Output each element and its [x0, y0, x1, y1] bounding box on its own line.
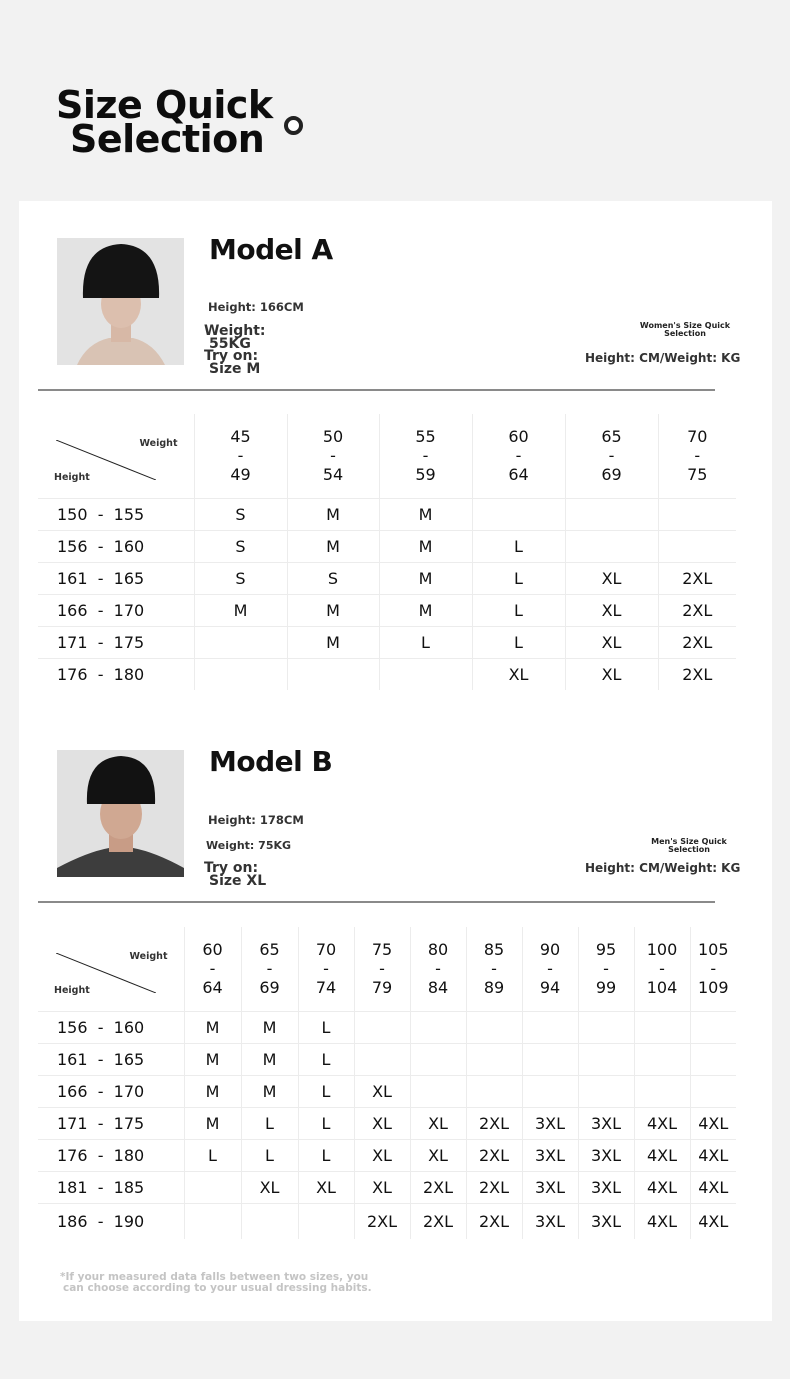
size-cell [466, 1043, 522, 1075]
weight-range-header [472, 414, 565, 498]
size-cell: 3XL [522, 1203, 578, 1239]
size-cell: 3XL [578, 1171, 634, 1203]
model-a-tryon-label: Try on: [204, 348, 259, 364]
size-cell: XL [354, 1107, 410, 1139]
size-cell [472, 498, 565, 530]
model-a-weight-value: 55KG [209, 336, 251, 352]
range-to: 49 [230, 465, 251, 485]
range-to: 84 [427, 978, 449, 998]
model-b-portrait [57, 750, 184, 877]
weight-range-header [354, 927, 410, 1011]
range-from: 70 [687, 427, 708, 447]
range-from: 50 [322, 427, 344, 447]
size-cell: XL [354, 1139, 410, 1171]
size-cell [565, 498, 658, 530]
size-cell: M [379, 562, 472, 594]
model-a-weight-label: Weight: [204, 323, 266, 339]
height-range: 150 - 155 [38, 498, 194, 530]
size-cell: L [379, 626, 472, 658]
size-cell: M [241, 1043, 298, 1075]
size-cell [410, 1043, 466, 1075]
model-b-photo [57, 750, 184, 877]
size-cell: 2XL [410, 1171, 466, 1203]
range-dash: - [266, 959, 273, 979]
size-cell: 2XL [466, 1171, 522, 1203]
weight-range-header [287, 414, 379, 498]
size-cell [634, 1043, 690, 1075]
size-cell: M [241, 1075, 298, 1107]
size-cell: 3XL [522, 1171, 578, 1203]
size-cell: M [184, 1011, 241, 1043]
range-to: 59 [415, 465, 436, 485]
size-cell: XL [565, 594, 658, 626]
size-cell [298, 1203, 354, 1239]
size-cell [354, 1011, 410, 1043]
range-from: 65 [259, 940, 280, 960]
size-cell: 3XL [578, 1107, 634, 1139]
size-cell: 2XL [658, 626, 736, 658]
weight-range-header [241, 927, 298, 1011]
size-cell: 3XL [522, 1107, 578, 1139]
size-cell: XL [565, 658, 658, 690]
range-dash: - [491, 959, 497, 979]
table-row [38, 1043, 736, 1075]
size-cell: 2XL [466, 1107, 522, 1139]
model-a-name: Model A [209, 233, 333, 266]
range-dash: - [379, 959, 385, 979]
size-cell: L [298, 1075, 354, 1107]
range-to: 89 [483, 978, 505, 998]
range-dash: - [694, 446, 701, 466]
size-cell: 4XL [690, 1139, 736, 1171]
range-dash: - [515, 446, 522, 466]
size-cell [522, 1075, 578, 1107]
page-title-line1: Size Quick [56, 83, 273, 127]
size-cell: L [184, 1139, 241, 1171]
range-dash: - [323, 959, 329, 979]
size-cell: L [241, 1139, 298, 1171]
size-cell [690, 1011, 736, 1043]
size-cell [690, 1043, 736, 1075]
model-b-weight: Weight: 75KG [206, 839, 292, 852]
range-from: 55 [415, 427, 436, 447]
size-cell [410, 1075, 466, 1107]
mens-chart-note [634, 838, 744, 854]
range-dash: - [237, 446, 244, 466]
height-range: 166 - 170 [38, 594, 194, 626]
size-cell: L [472, 594, 565, 626]
model-a-tryon-value: Size M [209, 361, 261, 377]
range-from: 65 [601, 427, 622, 447]
range-to: 99 [595, 978, 617, 998]
range-to: 104 [646, 978, 678, 998]
weight-range-header [690, 927, 736, 1011]
weight-range-header [522, 927, 578, 1011]
table-row [38, 1107, 736, 1139]
size-cell [184, 1171, 241, 1203]
footnote [60, 1272, 372, 1294]
size-cell [287, 658, 379, 690]
table-row [38, 594, 736, 626]
size-cell [241, 1203, 298, 1239]
size-cell [354, 1043, 410, 1075]
size-cell: S [194, 562, 287, 594]
mens-size-table [38, 927, 736, 1239]
size-cell: L [298, 1043, 354, 1075]
footnote-line1: *If your measured data falls between two sizes, you [60, 1271, 369, 1283]
size-cell: XL [410, 1107, 466, 1139]
table-row [38, 1139, 736, 1171]
size-cell: S [194, 498, 287, 530]
size-cell: 4XL [634, 1107, 690, 1139]
weight-range-header [565, 414, 658, 498]
height-range: 161 - 165 [38, 562, 194, 594]
size-cell [565, 530, 658, 562]
table-row [38, 562, 736, 594]
size-cell: 2XL [658, 562, 736, 594]
range-to: 75 [687, 465, 708, 485]
weight-range-header [466, 927, 522, 1011]
height-range: 156 - 160 [38, 1011, 184, 1043]
ring-icon [284, 116, 303, 135]
divider [38, 901, 715, 903]
model-b-units: Height: CM/Weight: KG [585, 861, 741, 875]
size-cell: M [379, 594, 472, 626]
size-cell: L [298, 1107, 354, 1139]
weight-range-header [184, 927, 241, 1011]
size-cell: L [241, 1107, 298, 1139]
size-cell: S [287, 562, 379, 594]
size-cell: XL [354, 1075, 410, 1107]
range-dash: - [603, 959, 609, 979]
size-cell [466, 1075, 522, 1107]
womens-chart-note-line2: Selection [664, 329, 706, 338]
table-row [38, 626, 736, 658]
model-b-tryon-value: Size XL [209, 873, 267, 889]
womens-chart-note-line1: Women's Size Quick [639, 321, 731, 330]
size-cell: XL [472, 658, 565, 690]
size-cell: M [379, 498, 472, 530]
size-cell: L [472, 530, 565, 562]
size-cell [578, 1043, 634, 1075]
range-from: 85 [483, 940, 505, 960]
size-cell: L [472, 626, 565, 658]
height-range: 181 - 185 [38, 1171, 184, 1203]
footnote-line2: can choose according to your usual dressing habits. [63, 1282, 372, 1294]
model-b-height: Height: 178CM [208, 813, 304, 827]
size-cell [658, 530, 736, 562]
height-range: 171 - 175 [38, 626, 194, 658]
corner-height-label: Height [54, 472, 90, 483]
size-cell: 2XL [466, 1139, 522, 1171]
mens-chart-note-line2: Selection [668, 845, 710, 854]
range-to: 94 [539, 978, 561, 998]
weight-range-header [379, 414, 472, 498]
size-cell: L [298, 1011, 354, 1043]
weight-range-header [298, 927, 354, 1011]
model-a-height: Height: 166CM [208, 300, 304, 314]
size-cell [578, 1011, 634, 1043]
range-to: 74 [315, 978, 337, 998]
range-to: 69 [601, 465, 622, 485]
size-cell: M [287, 530, 379, 562]
size-cell: M [184, 1075, 241, 1107]
height-range: 161 - 165 [38, 1043, 184, 1075]
size-cell: XL [565, 626, 658, 658]
size-cell: 2XL [658, 658, 736, 690]
height-range: 166 - 170 [38, 1075, 184, 1107]
size-cell: XL [410, 1139, 466, 1171]
size-cell: 2XL [410, 1203, 466, 1239]
weight-range-header [194, 414, 287, 498]
height-range: 156 - 160 [38, 530, 194, 562]
range-dash: - [659, 959, 665, 979]
table-row [38, 498, 736, 530]
table-row [38, 658, 736, 690]
table-header-row [38, 927, 736, 1011]
table-row [38, 1011, 736, 1043]
size-cell [184, 1203, 241, 1239]
size-cell: 4XL [690, 1171, 736, 1203]
range-to: 54 [322, 465, 344, 485]
size-cell: M [241, 1011, 298, 1043]
size-cell: M [287, 626, 379, 658]
height-range: 171 - 175 [38, 1107, 184, 1139]
size-cell: 4XL [690, 1107, 736, 1139]
size-cell [690, 1075, 736, 1107]
range-from: 60 [202, 940, 223, 960]
mens-chart-note-line1: Men's Size Quick [651, 837, 727, 846]
range-from: 70 [315, 940, 337, 960]
model-b-name: Model B [209, 745, 333, 778]
range-dash: - [547, 959, 553, 979]
range-to: 64 [202, 978, 223, 998]
model-b-tryon-label: Try on: [204, 860, 259, 876]
womens-size-table [38, 414, 736, 690]
range-from: 60 [508, 427, 529, 447]
size-cell [466, 1011, 522, 1043]
size-cell [194, 658, 287, 690]
size-cell: 2XL [466, 1203, 522, 1239]
weight-range-header [410, 927, 466, 1011]
size-cell: 4XL [690, 1203, 736, 1239]
range-from: 75 [371, 940, 393, 960]
size-cell: 4XL [634, 1203, 690, 1239]
table-header-row [38, 414, 736, 498]
size-cell: L [472, 562, 565, 594]
height-range: 186 - 190 [38, 1203, 184, 1239]
range-from: 100 [646, 940, 678, 960]
size-cell: M [287, 594, 379, 626]
size-cell: 3XL [578, 1139, 634, 1171]
model-a-units: Height: CM/Weight: KG [585, 351, 741, 365]
size-cell: XL [354, 1171, 410, 1203]
divider [38, 389, 715, 391]
size-cell: 3XL [578, 1203, 634, 1239]
size-cell: M [287, 498, 379, 530]
size-cell: M [194, 594, 287, 626]
model-a-photo [57, 238, 184, 365]
size-cell [522, 1011, 578, 1043]
womens-chart-note [630, 322, 740, 338]
page-title [56, 83, 273, 161]
weight-range-header [634, 927, 690, 1011]
size-cell [634, 1011, 690, 1043]
table-row [38, 530, 736, 562]
model-a-portrait [57, 238, 184, 365]
size-cell: M [184, 1043, 241, 1075]
size-cell: 4XL [634, 1171, 690, 1203]
table-row [38, 1075, 736, 1107]
size-cell: M [379, 530, 472, 562]
corner-weight-label: Weight [129, 951, 168, 962]
size-cell [634, 1075, 690, 1107]
range-to: 69 [259, 978, 280, 998]
size-cell [410, 1011, 466, 1043]
corner-cell [38, 927, 184, 1011]
size-cell [194, 626, 287, 658]
range-dash: - [209, 959, 216, 979]
range-dash: - [435, 959, 441, 979]
size-cell [379, 658, 472, 690]
weight-range-header [658, 414, 736, 498]
size-cell: 3XL [522, 1139, 578, 1171]
size-cell: S [194, 530, 287, 562]
size-cell: 2XL [354, 1203, 410, 1239]
corner-weight-label: Weight [139, 438, 178, 449]
range-from: 95 [595, 940, 617, 960]
range-to: 109 [697, 978, 729, 998]
size-cell [658, 498, 736, 530]
corner-height-label: Height [54, 985, 90, 996]
size-cell: 4XL [634, 1139, 690, 1171]
height-range: 176 - 180 [38, 658, 194, 690]
size-cell: L [298, 1139, 354, 1171]
table-row [38, 1171, 736, 1203]
size-cell: XL [565, 562, 658, 594]
size-cell: XL [241, 1171, 298, 1203]
size-cell: 2XL [658, 594, 736, 626]
range-to: 79 [371, 978, 393, 998]
range-dash: - [330, 446, 336, 466]
size-cell [522, 1043, 578, 1075]
range-from: 105 [697, 940, 729, 960]
size-cell: XL [298, 1171, 354, 1203]
range-from: 90 [539, 940, 561, 960]
height-range: 176 - 180 [38, 1139, 184, 1171]
table-row [38, 1203, 736, 1239]
range-from: 80 [427, 940, 449, 960]
weight-range-header [578, 927, 634, 1011]
page-title-line2: Selection [70, 117, 265, 161]
range-dash: - [608, 446, 615, 466]
range-dash: - [710, 959, 717, 979]
size-cell [578, 1075, 634, 1107]
range-dash: - [422, 446, 429, 466]
size-cell: M [184, 1107, 241, 1139]
range-to: 64 [508, 465, 529, 485]
corner-cell [38, 414, 194, 498]
range-from: 45 [230, 427, 251, 447]
